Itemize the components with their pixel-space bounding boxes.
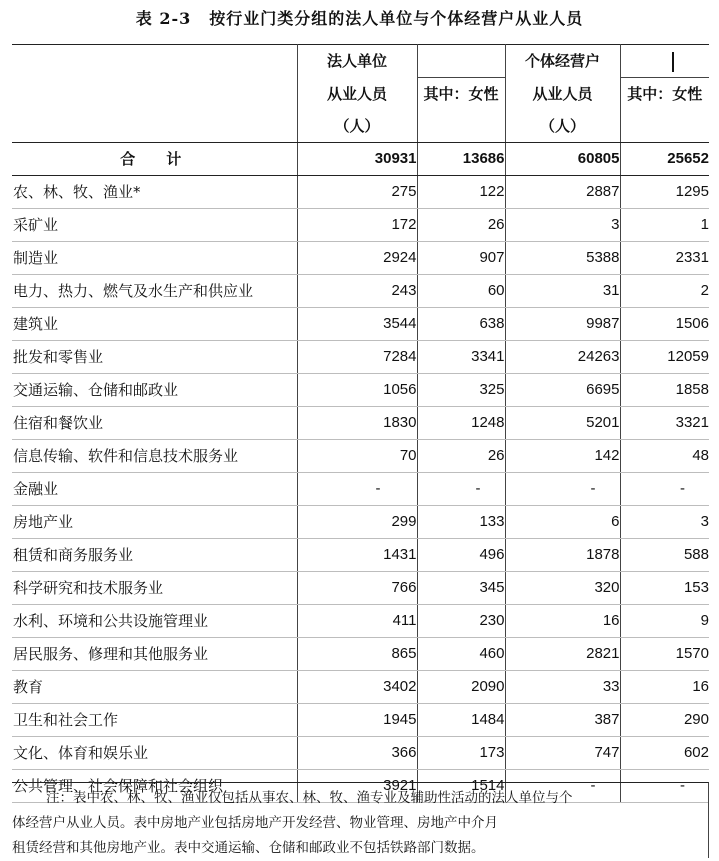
table-number: 表 2-3	[135, 9, 192, 28]
indiv-value: -	[505, 473, 620, 506]
indiv-header-unit: （人）	[505, 110, 620, 143]
table-row	[12, 473, 709, 506]
table-row	[12, 308, 709, 341]
legal-value: 275	[297, 176, 417, 209]
indiv-header-line1: 个体经营户	[505, 45, 620, 78]
indiv-female-header: 其中：女性	[627, 85, 703, 103]
legal-header-line1: 法人单位	[297, 45, 417, 78]
legal-female-value: 60	[417, 275, 505, 308]
table-row	[12, 407, 709, 440]
indiv-female-value: 1858	[620, 374, 709, 407]
indiv-female-value: 1	[620, 209, 709, 242]
legal-female-header: 其中：女性	[417, 78, 505, 111]
table-row	[12, 341, 709, 374]
total-indiv: 60805	[505, 143, 620, 176]
indiv-value: 2887	[505, 176, 620, 209]
legal-value: 3921	[297, 770, 417, 803]
indiv-female-value: 602	[620, 737, 709, 770]
total-legal-female: 13686	[417, 143, 505, 176]
legal-female-value: 496	[417, 539, 505, 572]
industry-header-spacer	[12, 110, 297, 143]
table-row	[12, 374, 709, 407]
total-row	[12, 143, 709, 176]
indiv-female-value: 2	[620, 275, 709, 308]
indiv-value: 9987	[505, 308, 620, 341]
legal-value: 7284	[297, 341, 417, 374]
legal-female-value: 133	[417, 506, 505, 539]
indiv-value: 747	[505, 737, 620, 770]
industry-name: 房地产业	[12, 506, 297, 539]
industry-name: 教育	[12, 671, 297, 704]
industry-name: 文化、体育和娱乐业	[12, 737, 297, 770]
legal-value: 366	[297, 737, 417, 770]
indiv-value: 6695	[505, 374, 620, 407]
indiv-female-value: 2331	[620, 242, 709, 275]
table-row	[12, 539, 709, 572]
industry-header-cell	[12, 45, 297, 78]
legal-female-value: -	[417, 473, 505, 506]
legal-value: 299	[297, 506, 417, 539]
industry-name: 公共管理、社会保障和社会组织	[12, 770, 297, 803]
legal-female-header-top	[417, 45, 505, 78]
industry-name: 信息传输、软件和信息技术服务业	[12, 440, 297, 473]
legal-header-line2: 从业人员	[297, 78, 417, 111]
indiv-value: 5388	[505, 242, 620, 275]
indiv-female-header-bottom	[620, 110, 709, 143]
legal-female-value: 1248	[417, 407, 505, 440]
indiv-female-value: 16	[620, 671, 709, 704]
cursor-bar	[672, 52, 674, 72]
legal-value: 865	[297, 638, 417, 671]
indiv-value: 2821	[505, 638, 620, 671]
table-title	[0, 6, 719, 29]
legal-female-value: 1484	[417, 704, 505, 737]
legal-female-value: 1514	[417, 770, 505, 803]
table-row	[12, 176, 709, 209]
indiv-female-value: -	[620, 770, 709, 803]
legal-value: 70	[297, 440, 417, 473]
indiv-value: -	[505, 770, 620, 803]
total-legal: 30931	[297, 143, 417, 176]
legal-value: 3544	[297, 308, 417, 341]
indiv-female-value: 9	[620, 605, 709, 638]
indiv-value: 320	[505, 572, 620, 605]
industry-name: 居民服务、修理和其他服务业	[12, 638, 297, 671]
industry-name: 科学研究和技术服务业	[12, 572, 297, 605]
legal-female-header-bottom	[417, 110, 505, 143]
indiv-female-value: 48	[620, 440, 709, 473]
table-row	[12, 737, 709, 770]
legal-value: 1056	[297, 374, 417, 407]
indiv-value: 24263	[505, 341, 620, 374]
industry-name: 卫生和社会工作	[12, 704, 297, 737]
indiv-female-value: 1295	[620, 176, 709, 209]
indiv-female-value: 12059	[620, 341, 709, 374]
table-row	[12, 638, 709, 671]
legal-value: 1945	[297, 704, 417, 737]
indiv-value: 142	[505, 440, 620, 473]
industry-name: 水利、环境和公共设施管理业	[12, 605, 297, 638]
legal-value: 1431	[297, 539, 417, 572]
footnote-line-1: 注：表中农、林、牧、渔业仅包括从事农、林、牧、渔专业及辅助性活动的法人单位与个	[46, 790, 573, 806]
table-title-text: 按行业门类分组的法人单位与个体经营户从业人员	[209, 9, 584, 28]
table-row	[12, 242, 709, 275]
indiv-value: 1878	[505, 539, 620, 572]
table-row	[12, 209, 709, 242]
indiv-value: 387	[505, 704, 620, 737]
indiv-female-value: 1570	[620, 638, 709, 671]
industry-name: 采矿业	[12, 209, 297, 242]
table-row	[12, 275, 709, 308]
legal-female-value: 26	[417, 209, 505, 242]
total-indiv-female: 25652	[620, 143, 709, 176]
table-row	[12, 605, 709, 638]
table-row	[12, 440, 709, 473]
industry-name: 建筑业	[12, 308, 297, 341]
legal-value: 411	[297, 605, 417, 638]
indiv-female-value: -	[620, 473, 709, 506]
industry-name: 农、林、牧、渔业*	[12, 176, 297, 209]
legal-value: -	[297, 473, 417, 506]
footnote-line-2: 体经营户从业人员。表中房地产业包括房地产开发经营、物业管理、房地产中介月	[12, 815, 498, 831]
table-row	[12, 671, 709, 704]
industry-header-spacer	[12, 78, 297, 111]
legal-female-value: 907	[417, 242, 505, 275]
indiv-header-line2: 从业人员	[505, 78, 620, 111]
total-label: 合 计	[12, 143, 297, 176]
legal-value: 243	[297, 275, 417, 308]
legal-female-value: 122	[417, 176, 505, 209]
indiv-value: 3	[505, 209, 620, 242]
legal-value: 766	[297, 572, 417, 605]
indiv-female-value: 290	[620, 704, 709, 737]
legal-female-value: 2090	[417, 671, 505, 704]
indiv-female-header-top	[620, 45, 709, 78]
indiv-value: 6	[505, 506, 620, 539]
indiv-value: 5201	[505, 407, 620, 440]
employment-table	[12, 44, 709, 803]
indiv-female-value: 588	[620, 539, 709, 572]
footnote	[12, 782, 709, 858]
legal-value: 1830	[297, 407, 417, 440]
indiv-female-value: 1506	[620, 308, 709, 341]
legal-female-value: 638	[417, 308, 505, 341]
legal-female-value: 26	[417, 440, 505, 473]
industry-name: 金融业	[12, 473, 297, 506]
footnote-line-3: 租赁经营和其他房地产业。表中交通运输、仓储和邮政业不包括铁路部门数据。	[12, 840, 485, 856]
table-row	[12, 704, 709, 737]
indiv-female-value: 153	[620, 572, 709, 605]
industry-name: 电力、热力、燃气及水生产和供应业	[12, 275, 297, 308]
indiv-female-value: 3321	[620, 407, 709, 440]
legal-header-unit: （人）	[297, 110, 417, 143]
table-row	[12, 506, 709, 539]
industry-name: 租赁和商务服务业	[12, 539, 297, 572]
legal-female-value: 345	[417, 572, 505, 605]
industry-name: 交通运输、仓储和邮政业	[12, 374, 297, 407]
indiv-value: 33	[505, 671, 620, 704]
legal-value: 172	[297, 209, 417, 242]
legal-female-value: 3341	[417, 341, 505, 374]
legal-value: 2924	[297, 242, 417, 275]
industry-name: 制造业	[12, 242, 297, 275]
indiv-value: 31	[505, 275, 620, 308]
legal-female-value: 325	[417, 374, 505, 407]
legal-female-value: 173	[417, 737, 505, 770]
table-row	[12, 572, 709, 605]
legal-female-value: 230	[417, 605, 505, 638]
indiv-value: 16	[505, 605, 620, 638]
legal-value: 3402	[297, 671, 417, 704]
industry-name: 住宿和餐饮业	[12, 407, 297, 440]
industry-name: 批发和零售业	[12, 341, 297, 374]
legal-female-value: 460	[417, 638, 505, 671]
indiv-female-value: 3	[620, 506, 709, 539]
